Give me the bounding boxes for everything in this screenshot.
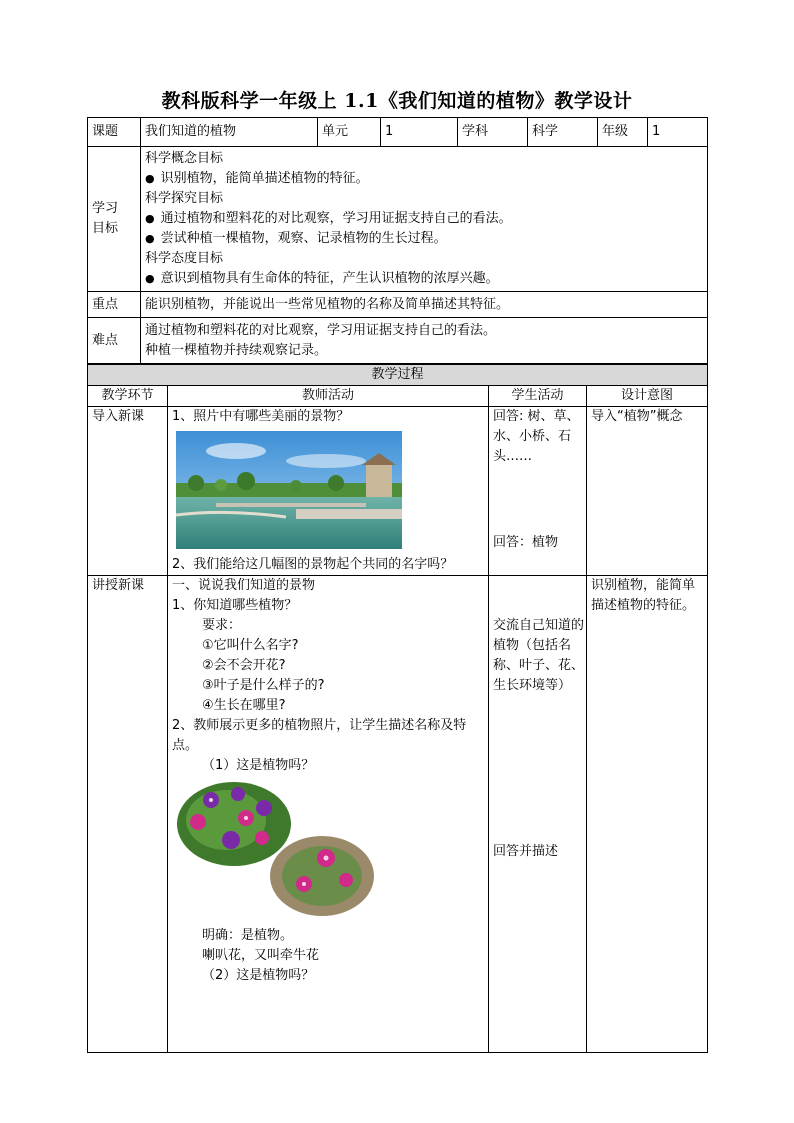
header-stage: 教学环节 — [88, 386, 168, 407]
intro-stage: 导入新课 — [88, 407, 168, 576]
requirement-item: ④生长在哪里? — [202, 698, 286, 713]
intro-question-1: 1、照片中有哪些美丽的景物？ — [172, 409, 350, 424]
process-banner: 教学过程 — [88, 365, 708, 386]
inquiry-goal-title: 科学探究目标 — [145, 191, 224, 206]
concept-goal-item: ● 识别植物，能简单描述植物的特征。 — [145, 169, 707, 189]
intro-student-answer-1: 回答: 树、草、水、小桥、石头…… — [493, 409, 580, 464]
requirements-label: 要求： — [202, 618, 242, 633]
inquiry-goal-item: ● 尝试种植一棵植物，观察、记录植物的生长过程。 — [145, 229, 707, 249]
unit-value: 1 — [381, 118, 458, 147]
header-intent: 设计意图 — [587, 386, 708, 407]
lesson-info-table — [87, 117, 708, 364]
lecture-student-cell — [489, 576, 587, 1053]
difficulty-line: 通过植物和塑料花的对比观察，学习用证据支持自己的看法。 — [145, 322, 497, 338]
attitude-goal-title: 科学态度目标 — [145, 251, 224, 266]
difficulty-line: 种植一棵植物并持续观察记录。 — [145, 342, 328, 358]
lesson-value: 我们知道的植物 — [141, 118, 318, 147]
difficulty-label: 难点 — [88, 318, 141, 364]
goals-label: 学习目标 — [88, 147, 141, 292]
document-title: 教科版科学一年级上 1.1《我们知道的植物》教学设计 — [161, 90, 633, 112]
clarify-text: 明确：是植物。 — [202, 928, 294, 943]
student-exchange: 交流自己知道的植物（包括名称、叶子、花、生长环境等） — [493, 618, 585, 693]
attitude-goal-item: ● 意识到植物具有生命体的特征，产生认识植物的浓厚兴趣。 — [145, 269, 707, 289]
sub-question-2: （2）这是植物吗？ — [202, 968, 315, 983]
sub-question-1: （1）这是植物吗？ — [202, 758, 315, 773]
key-point-label: 重点 — [88, 292, 141, 318]
grade-label: 年级 — [598, 118, 648, 147]
flower-name: 喇叭花，又叫牵牛花 — [202, 948, 320, 963]
difficulty-cell — [141, 318, 708, 364]
teaching-process-table — [87, 364, 708, 1053]
intro-question-2: 2、我们能给这几幅图的景物起个共同的名字吗？ — [172, 557, 454, 572]
requirement-item: ②会不会开花? — [202, 658, 286, 673]
lecture-question-1: 1、你知道哪些植物？ — [172, 598, 298, 613]
subject-label: 学科 — [458, 118, 528, 147]
lecture-intent: 识别植物，能简单描述植物的特征。 — [587, 576, 708, 1053]
header-student: 学生活动 — [489, 386, 587, 407]
landscape-photo — [176, 431, 402, 549]
lecture-heading: 一、说说我们知道的景物 — [172, 578, 316, 593]
concept-goal-title: 科学概念目标 — [145, 151, 224, 166]
lecture-stage: 讲授新课 — [88, 576, 168, 1053]
lesson-label: 课题 — [88, 118, 141, 147]
subject-value: 科学 — [528, 118, 598, 147]
student-answer: 回答并描述 — [493, 844, 559, 859]
intro-student-answer-2: 回答：植物 — [493, 535, 559, 550]
intro-intent: 导入“植物”概念 — [587, 407, 708, 576]
goals-cell — [141, 147, 708, 292]
lecture-teacher-cell — [168, 576, 489, 1053]
requirement-item: ①它叫什么名字? — [202, 638, 299, 653]
intro-teacher-cell — [168, 407, 489, 576]
header-teacher: 教师活动 — [168, 386, 489, 407]
intro-student-cell — [489, 407, 587, 576]
grade-value: 1 — [648, 118, 708, 147]
key-point-text: 能识别植物，并能说出一些常见植物的名称及简单描述其特征。 — [141, 292, 708, 318]
morning-glory-photo — [176, 780, 376, 920]
requirement-item: ③叶子是什么样子的? — [202, 678, 325, 693]
inquiry-goal-item: ● 通过植物和塑料花的对比观察，学习用证据支持自己的看法。 — [145, 209, 707, 229]
lecture-question-2: 2、教师展示更多的植物照片，让学生描述名称及特点。 — [172, 718, 467, 753]
unit-label: 单元 — [318, 118, 381, 147]
